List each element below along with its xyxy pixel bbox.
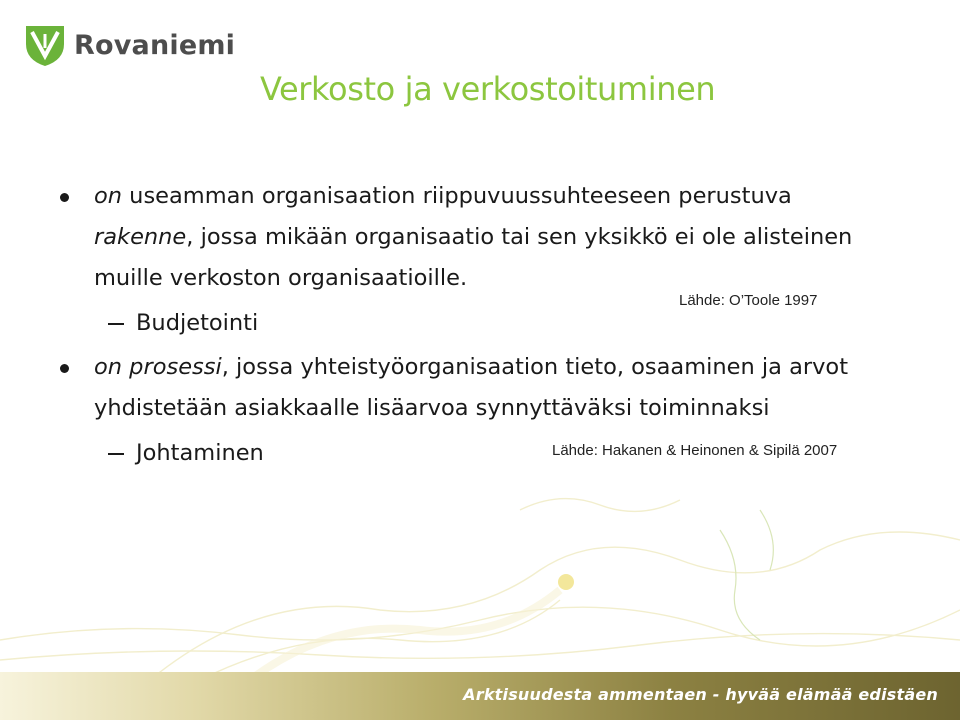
shield-icon xyxy=(22,22,68,68)
bullet-1-lead: on xyxy=(94,183,123,209)
location-dot-icon xyxy=(558,574,574,590)
source-citation-2: Lähde: Hakanen & Heinonen & Sipilä 2007 xyxy=(552,442,838,459)
slide-title: Verkosto ja verkostoituminen xyxy=(260,70,716,108)
bullet-2-lead: on prosessi xyxy=(94,354,222,380)
bullet-1-text2: , jossa mikään organisaatio tai sen yksikkö ei ole alisteinen muille verkoston organisaatioille. xyxy=(94,224,853,291)
bullet-1 xyxy=(60,176,894,299)
footer-slogan: Arktisuudesta ammentaen - hyvää elämää edistäen xyxy=(463,685,938,704)
bullet-2-text: , jossa yhteistyöorganisaation tieto, osaaminen ja arvot yhdistetään asiakkaalle lisäarvoa synnyttäväksi toiminnaksi xyxy=(94,354,849,421)
slide-body xyxy=(60,176,910,477)
bullet-dot xyxy=(60,364,69,373)
sub-item-label: Budjetointi xyxy=(136,310,259,336)
rovaniemi-logo xyxy=(22,22,235,68)
logo-text: Rovaniemi xyxy=(74,29,236,61)
bullet-1-emph: rakenne xyxy=(94,224,187,250)
footer-bar xyxy=(0,672,960,720)
sub-item-label: Johtaminen xyxy=(136,440,264,466)
background-map-illustration xyxy=(0,470,960,680)
dash-marker xyxy=(108,323,124,325)
bullet-2 xyxy=(60,347,910,429)
dash-marker xyxy=(108,453,124,455)
bullet-1-text1: useamman organisaation riippuvuussuhteeseen perustuva xyxy=(122,183,792,209)
bullet-dot xyxy=(60,193,69,202)
source-citation-1: Lähde: O’Toole 1997 xyxy=(679,292,818,309)
